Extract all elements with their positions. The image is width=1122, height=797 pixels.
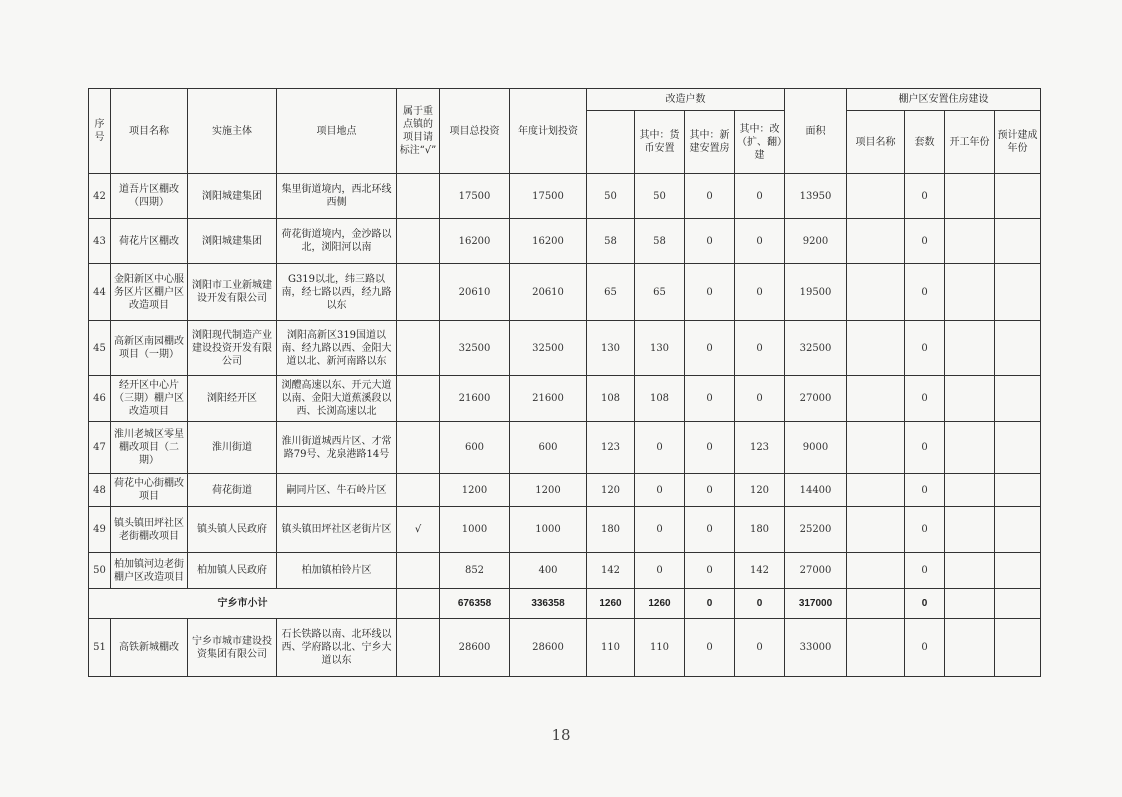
cell-area: 9200 [785, 219, 847, 264]
cell-households: 123 [587, 422, 635, 474]
cell-annual: 600 [510, 422, 587, 474]
cell-rebuild: 0 [735, 376, 785, 422]
cell-key [397, 553, 440, 589]
cell-entity: 柏加镇人民政府 [188, 553, 277, 589]
cell-households: 110 [587, 619, 635, 677]
cell-rebuild: 0 [735, 174, 785, 219]
cell-cash: 0 [635, 507, 685, 553]
cell-rebuild: 0 [735, 219, 785, 264]
cell-h-name [847, 422, 905, 474]
cell-cash: 0 [635, 474, 685, 507]
cell-new-build: 0 [685, 174, 735, 219]
cell-total: 28600 [440, 619, 510, 677]
cell-h-start [945, 264, 995, 321]
cell-seq: 43 [89, 219, 111, 264]
cell-h-start [945, 321, 995, 376]
cell-entity: 浏阳城建集团 [188, 219, 277, 264]
cell-h-start [945, 376, 995, 422]
cell-seq: 47 [89, 422, 111, 474]
cell-area: 25200 [785, 507, 847, 553]
cell-location: 镇头镇田坪社区老街片区 [277, 507, 397, 553]
cell-h-name [847, 474, 905, 507]
cell-location: 荷花街道境内，金沙路以北，浏阳河以南 [277, 219, 397, 264]
cell-households: 108 [587, 376, 635, 422]
subtotal-h-finish [995, 589, 1041, 619]
cell-rebuild: 0 [735, 264, 785, 321]
header-key-town: 属于重点镇的项目请标注“√” [397, 89, 440, 174]
cell-h-sets: 0 [905, 219, 945, 264]
cell-h-finish [995, 553, 1041, 589]
cell-h-start [945, 174, 995, 219]
header-total-invest: 项目总投资 [440, 89, 510, 174]
cell-name: 金阳新区中心服务区片区棚户区改造项目 [111, 264, 188, 321]
cell-h-finish [995, 376, 1041, 422]
subtotal-key [397, 589, 440, 619]
cell-area: 32500 [785, 321, 847, 376]
cell-location: 集里街道境内，西北环线西侧 [277, 174, 397, 219]
cell-annual: 1000 [510, 507, 587, 553]
subtotal-area: 317000 [785, 589, 847, 619]
cell-h-start [945, 619, 995, 677]
subtotal-rebuild: 0 [735, 589, 785, 619]
cell-location: 浏阳高新区319国道以南、经九路以西、金阳大道以北、新河南路以东 [277, 321, 397, 376]
subtotal-new-build: 0 [685, 589, 735, 619]
cell-seq: 50 [89, 553, 111, 589]
cell-households: 142 [587, 553, 635, 589]
cell-name: 镇头镇田坪社区老街棚改项目 [111, 507, 188, 553]
cell-key [397, 264, 440, 321]
cell-annual: 28600 [510, 619, 587, 677]
cell-new-build: 0 [685, 264, 735, 321]
subtotal-row [89, 589, 1041, 619]
header-row-1 [89, 89, 1041, 111]
cell-location: 淮川街道城西片区、才常路79号、龙泉港路14号 [277, 422, 397, 474]
subtotal-households: 1260 [587, 589, 635, 619]
cell-h-sets: 0 [905, 507, 945, 553]
table-row [89, 219, 1041, 264]
cell-households: 58 [587, 219, 635, 264]
cell-h-start [945, 553, 995, 589]
cell-h-start [945, 422, 995, 474]
cell-name: 道吾片区棚改（四期） [111, 174, 188, 219]
cell-location: 浏醴高速以东、开元大道以南、金阳大道蕉溪段以西、长浏高速以北 [277, 376, 397, 422]
header-h-start: 开工年份 [945, 111, 995, 174]
cell-location: 石长铁路以南、北环线以西、学府路以北、宁乡大道以东 [277, 619, 397, 677]
cell-name: 荷花中心街棚改项目 [111, 474, 188, 507]
subtotal-label: 宁乡市小计 [89, 589, 397, 619]
cell-total: 1000 [440, 507, 510, 553]
cell-annual: 20610 [510, 264, 587, 321]
cell-entity: 浏阳现代制造产业建设投资开发有限公司 [188, 321, 277, 376]
cell-rebuild: 123 [735, 422, 785, 474]
cell-h-start [945, 474, 995, 507]
cell-h-name [847, 507, 905, 553]
cell-total: 32500 [440, 321, 510, 376]
header-housing-group: 棚户区安置住房建设 [847, 89, 1041, 111]
header-annual-invest: 年度计划投资 [510, 89, 587, 174]
cell-total: 852 [440, 553, 510, 589]
cell-entity: 宁乡市城市建设投资集团有限公司 [188, 619, 277, 677]
cell-entity: 镇头镇人民政府 [188, 507, 277, 553]
cell-seq: 49 [89, 507, 111, 553]
header-area: 面积 [785, 89, 847, 174]
cell-h-name [847, 264, 905, 321]
cell-seq: 45 [89, 321, 111, 376]
cell-key [397, 321, 440, 376]
table-row [89, 619, 1041, 677]
cell-h-finish [995, 174, 1041, 219]
cell-households: 130 [587, 321, 635, 376]
cell-annual: 1200 [510, 474, 587, 507]
cell-location: 嗣同片区、牛石岭片区 [277, 474, 397, 507]
cell-new-build: 0 [685, 507, 735, 553]
header-new-build: 其中：新建安置房 [685, 111, 735, 174]
header-households-group: 改造户数 [587, 89, 785, 111]
cell-seq: 46 [89, 376, 111, 422]
table-row [89, 264, 1041, 321]
cell-h-name [847, 619, 905, 677]
cell-h-sets: 0 [905, 553, 945, 589]
cell-h-finish [995, 474, 1041, 507]
cell-name: 荷花片区棚改 [111, 219, 188, 264]
header-entity: 实施主体 [188, 89, 277, 174]
cell-cash: 130 [635, 321, 685, 376]
table-row [89, 553, 1041, 589]
header-households-blank [587, 111, 635, 174]
cell-h-sets: 0 [905, 474, 945, 507]
cell-h-finish [995, 219, 1041, 264]
header-h-name: 项目名称 [847, 111, 905, 174]
subtotal-cash: 1260 [635, 589, 685, 619]
cell-cash: 0 [635, 553, 685, 589]
table-row [89, 474, 1041, 507]
cell-seq: 42 [89, 174, 111, 219]
cell-h-start [945, 507, 995, 553]
header-seq: 序号 [89, 89, 111, 174]
cell-rebuild: 142 [735, 553, 785, 589]
project-table [88, 88, 1041, 677]
cell-rebuild: 0 [735, 619, 785, 677]
cell-key [397, 474, 440, 507]
cell-annual: 16200 [510, 219, 587, 264]
cell-total: 1200 [440, 474, 510, 507]
cell-h-sets: 0 [905, 422, 945, 474]
cell-households: 120 [587, 474, 635, 507]
table-row [89, 422, 1041, 474]
cell-total: 600 [440, 422, 510, 474]
cell-households: 65 [587, 264, 635, 321]
cell-total: 20610 [440, 264, 510, 321]
cell-annual: 32500 [510, 321, 587, 376]
cell-area: 13950 [785, 174, 847, 219]
cell-h-name [847, 376, 905, 422]
cell-h-finish [995, 619, 1041, 677]
subtotal-h-name [847, 589, 905, 619]
cell-key [397, 174, 440, 219]
cell-cash: 58 [635, 219, 685, 264]
page-number: 18 [551, 726, 571, 744]
table-row [89, 376, 1041, 422]
cell-h-sets: 0 [905, 321, 945, 376]
cell-name: 高铁新城棚改 [111, 619, 188, 677]
cell-households: 180 [587, 507, 635, 553]
cell-entity: 浏阳经开区 [188, 376, 277, 422]
cell-cash: 0 [635, 422, 685, 474]
cell-area: 27000 [785, 376, 847, 422]
cell-annual: 17500 [510, 174, 587, 219]
header-name: 项目名称 [111, 89, 188, 174]
cell-h-start [945, 219, 995, 264]
cell-rebuild: 180 [735, 507, 785, 553]
cell-total: 17500 [440, 174, 510, 219]
cell-households: 50 [587, 174, 635, 219]
header-h-sets: 套数 [905, 111, 945, 174]
cell-cash: 108 [635, 376, 685, 422]
table-row [89, 174, 1041, 219]
cell-h-sets: 0 [905, 376, 945, 422]
cell-location: G319以北，纬三路以南，经七路以西，经九路以东 [277, 264, 397, 321]
cell-seq: 44 [89, 264, 111, 321]
cell-key [397, 422, 440, 474]
cell-h-sets: 0 [905, 264, 945, 321]
subtotal-total: 676358 [440, 589, 510, 619]
cell-new-build: 0 [685, 219, 735, 264]
cell-total: 21600 [440, 376, 510, 422]
cell-key [397, 619, 440, 677]
cell-new-build: 0 [685, 321, 735, 376]
cell-rebuild: 0 [735, 321, 785, 376]
cell-area: 9000 [785, 422, 847, 474]
cell-key [397, 219, 440, 264]
cell-cash: 110 [635, 619, 685, 677]
cell-entity: 浏阳城建集团 [188, 174, 277, 219]
cell-h-sets: 0 [905, 174, 945, 219]
cell-new-build: 0 [685, 376, 735, 422]
cell-annual: 400 [510, 553, 587, 589]
header-cash: 其中：货币安置 [635, 111, 685, 174]
cell-new-build: 0 [685, 474, 735, 507]
header-rebuild: 其中：改（扩、翻）建 [735, 111, 785, 174]
cell-h-sets: 0 [905, 619, 945, 677]
cell-new-build: 0 [685, 422, 735, 474]
cell-name: 经开区中心片（三期）棚户区改造项目 [111, 376, 188, 422]
cell-key [397, 376, 440, 422]
cell-new-build: 0 [685, 619, 735, 677]
subtotal-annual: 336358 [510, 589, 587, 619]
subtotal-h-start [945, 589, 995, 619]
cell-cash: 50 [635, 174, 685, 219]
subtotal-h-sets: 0 [905, 589, 945, 619]
cell-new-build: 0 [685, 553, 735, 589]
cell-area: 33000 [785, 619, 847, 677]
cell-h-name [847, 219, 905, 264]
table-row [89, 507, 1041, 553]
cell-area: 27000 [785, 553, 847, 589]
table-row [89, 321, 1041, 376]
cell-entity: 浏阳市工业新城建设开发有限公司 [188, 264, 277, 321]
cell-h-finish [995, 264, 1041, 321]
cell-total: 16200 [440, 219, 510, 264]
cell-entity: 荷花街道 [188, 474, 277, 507]
cell-key: √ [397, 507, 440, 553]
cell-entity: 淮川街道 [188, 422, 277, 474]
cell-h-finish [995, 321, 1041, 376]
cell-h-name [847, 321, 905, 376]
cell-location: 柏加镇柏铃片区 [277, 553, 397, 589]
cell-area: 19500 [785, 264, 847, 321]
cell-seq: 48 [89, 474, 111, 507]
header-location: 项目地点 [277, 89, 397, 174]
cell-rebuild: 120 [735, 474, 785, 507]
cell-annual: 21600 [510, 376, 587, 422]
cell-name: 淮川老城区零星棚改项目（二期） [111, 422, 188, 474]
header-h-finish: 预计建成年份 [995, 111, 1041, 174]
cell-h-name [847, 553, 905, 589]
cell-h-finish [995, 507, 1041, 553]
cell-h-name [847, 174, 905, 219]
cell-cash: 65 [635, 264, 685, 321]
cell-seq: 51 [89, 619, 111, 677]
cell-name: 高新区南园棚改项目（一期） [111, 321, 188, 376]
cell-h-finish [995, 422, 1041, 474]
cell-name: 柏加镇河边老街棚户区改造项目 [111, 553, 188, 589]
cell-area: 14400 [785, 474, 847, 507]
